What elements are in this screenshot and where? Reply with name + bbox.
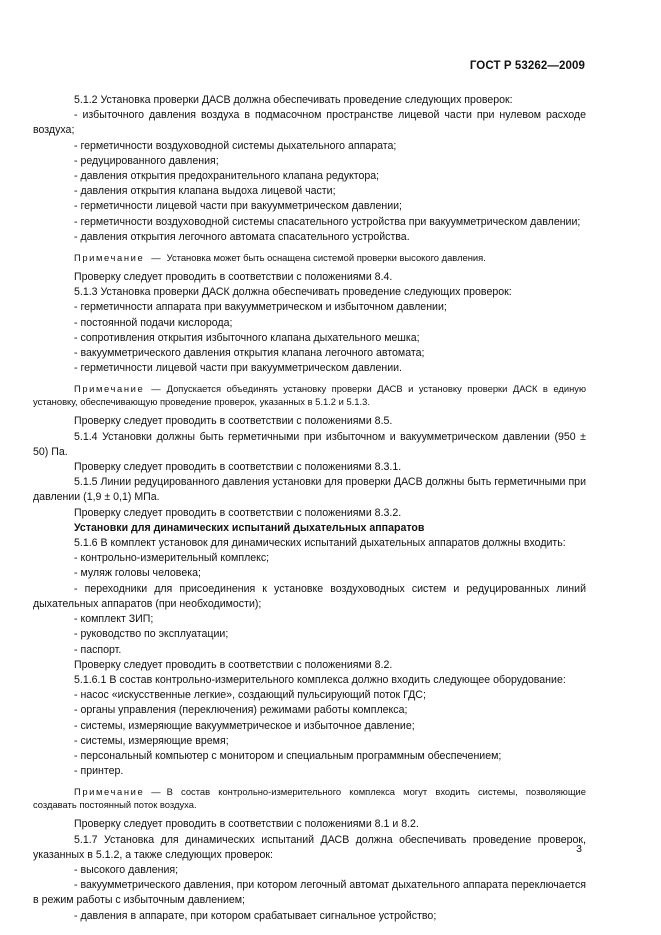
list-item: - принтер. [74, 765, 124, 778]
list-item: - паспорт. [74, 643, 122, 656]
paragraph: Проверку следует проводить в соответствии с положениями 8.4. [74, 271, 393, 284]
note-label: Примечание [74, 252, 145, 264]
list-item: - герметичности лицевой части при вакуумметрическом давлении. [74, 362, 402, 375]
paragraph: Проверку следует проводить в соответствии с положениями 8.5. [74, 415, 393, 428]
paragraph: Проверку следует проводить в соответствии с положениями 8.3.2. [74, 506, 402, 519]
list-item: - герметичности воздуховодной системы спасательного устройства при вакуумметрическом давлении; [74, 215, 581, 228]
paragraph: 5.1.5 Линии редуцированного давления установки для проверки ДАСВ должны быть герметичными при давлении (1,9 ± 0,1) МПа. [33, 476, 586, 504]
page-number: 3 [576, 843, 582, 855]
list-item: - давления открытия клапана выдоха лицевой части; [74, 185, 336, 198]
list-item: - герметичности воздуховодной системы дыхательного аппарата; [74, 139, 397, 152]
list-item: - органы управления (переключения) режимами работы комплекса; [74, 704, 408, 717]
paragraph: Проверку следует проводить в соответствии с положениями 8.3.1. [74, 461, 402, 474]
note-text: В состав контрольно-измерительного комплекса могут входить системы, позволяющие создавать постоянный поток воздуха. [33, 786, 586, 811]
note-dash: — [151, 786, 161, 798]
note-text: Допускается объединять установку проверки ДАСВ и установку проверки ДАСК в единую установку, обеспечивающую проведение проверок, указанных в 5.1.2 и 5.1.3. [33, 383, 586, 408]
list-item: - давления в аппарате, при котором срабатывает сигнальное устройство; [74, 909, 437, 922]
paragraph: 5.1.3 Установка проверки ДАСК должна обеспечивать проведение следующих проверок: [74, 286, 512, 299]
list-item: - герметичности аппарата при вакуумметрическом и избыточном давлении; [74, 301, 447, 314]
list-item: - системы, измеряющие время; [74, 734, 229, 747]
list-item: - системы, измеряющие вакуумметрическое и избыточное давление; [74, 719, 415, 732]
list-item: - давления открытия легочного автомата спасательного устройства. [74, 230, 410, 243]
list-item: - вакуумметрического давления открытия клапана легочного автомата; [74, 347, 425, 360]
note-text: Установка может быть оснащена системой проверки высокого давления. [166, 252, 486, 264]
note [33, 251, 586, 264]
note-dash: — [151, 252, 161, 264]
list-item: - комплект ЗИП; [74, 613, 154, 626]
paragraph: 5.1.6 В комплект установок для динамических испытаний дыхательных аппаратов должны входить: [74, 537, 566, 550]
paragraph: 5.1.2 Установка проверки ДАСВ должна обеспечивать проведение следующих проверок: [74, 94, 513, 106]
section-heading: Установки для динамических испытаний дыхательных аппаратов [74, 521, 425, 534]
list-item: - вакуумметрического давления, при котором легочный автомат дыхательного аппарата переключается в режим работы с избыточным давлением; [33, 879, 586, 907]
paragraph: 5.1.4 Установки должны быть герметичными при избыточном и вакуумметрическом давлении (950 ± 50) Па. [33, 430, 586, 458]
list-item: - муляж головы человека; [74, 567, 201, 580]
paragraph: Проверку следует проводить в соответствии с положениями 8.1 и 8.2. [74, 818, 419, 831]
list-item: - высокого давления; [74, 863, 179, 876]
document-code: ГОСТ Р 53262—2009 [469, 60, 585, 72]
paragraph: 5.1.7 Установка для динамических испытаний ДАСВ должна обеспечивать проведение проверок, указанных в 5.1.2, а также следующих проверок: [33, 833, 586, 861]
list-item: - давления открытия предохранительного клапана редуктора; [74, 170, 380, 183]
document-body [33, 93, 586, 924]
list-item: - герметичности лицевой части при вакуумметрическом давлении; [74, 200, 402, 213]
list-item: - контрольно-измерительный комплекс; [74, 552, 270, 565]
paragraph: 5.1.6.1 В состав контрольно-измерительного комплекса должно входить следующее оборудование: [74, 673, 566, 686]
note-dash: — [151, 383, 161, 395]
note [33, 785, 586, 811]
list-item: - руководство по эксплуатации; [74, 628, 229, 641]
note [33, 382, 586, 408]
list-item: - переходники для присоединения к установке воздуховодных систем и редуцированных линий дыхательных аппаратов (при необходимости); [33, 582, 586, 610]
list-item: - постоянной подачи кислорода; [74, 316, 233, 329]
note-label: Примечание [74, 383, 145, 395]
list-item: - редуцированного давления; [74, 154, 219, 167]
list-item: - насос «искусственные легкие», создающий пульсирующий поток ГДС; [74, 689, 426, 702]
list-item: - сопротивления открытия избыточного клапана дыхательного мешка; [74, 331, 420, 344]
paragraph: Проверку следует проводить в соответствии с положениями 8.2. [74, 658, 393, 671]
list-item: - избыточного давления воздуха в подмасочном пространстве лицевой части при нулевом расходе воздуха; [33, 109, 586, 137]
list-item: - персональный компьютер с монитором и специальным программным обеспечением; [74, 749, 502, 762]
note-label: Примечание [74, 786, 145, 798]
